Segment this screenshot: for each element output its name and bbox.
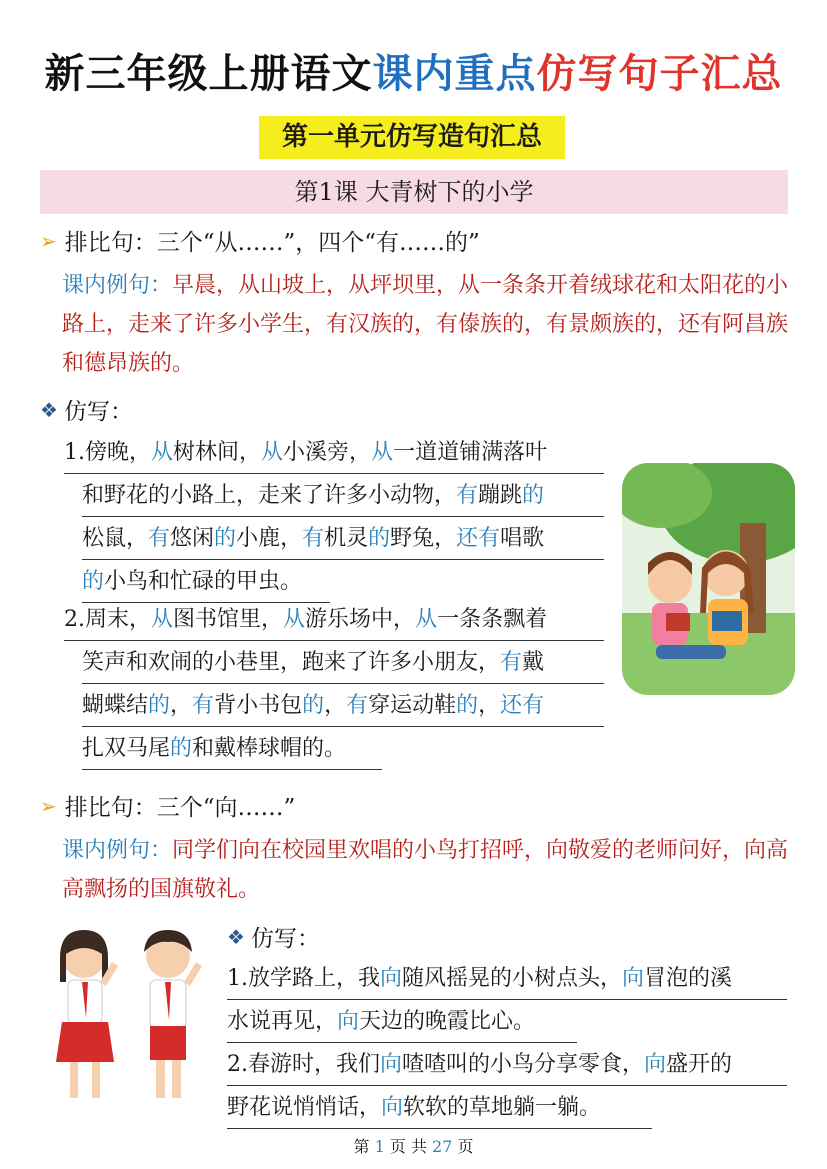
- footer-page-number: 1: [374, 1137, 385, 1156]
- imitation-4-line-2: 野花说悄悄话，向软软的草地躺一躺。: [227, 1091, 652, 1129]
- lesson-title: 第1课 大青树下的小学: [40, 170, 788, 214]
- arrow-bullet-icon: ➢: [40, 228, 57, 253]
- imitation-1-line-4: 的小鸟和忙碌的甲虫。: [82, 565, 330, 603]
- imitation-2-line-3: 蝴蝶结的，有背小书包的，有穿运动鞋的，还有: [82, 689, 604, 727]
- imitation-1-line-3: 松鼠，有悠闲的小鹿，有机灵的野兔，还有唱歌: [82, 522, 604, 560]
- diamond-bullet-icon: ❖: [40, 397, 58, 422]
- example-text: 早晨，从山坡上，从坪坝里，从一条条开着绒球花和太阳花的小路上，走来了许多小学生，有汉族的，有傣族的，有景颇族的，还有阿昌族和德昂族的。: [62, 273, 789, 376]
- imitation-2-line-2: 笑声和欢闹的小巷里，跑来了许多小朋友，有戴: [82, 646, 604, 684]
- imitation-2-line-4: 扎双马尾的和戴棒球帽的。: [82, 732, 382, 770]
- footer-post: 页: [457, 1137, 474, 1156]
- pattern-heading-2: [40, 789, 295, 822]
- pattern-heading-text: 排比句：三个“从……”，四个“有……的”: [64, 230, 480, 256]
- imitation-3-line-2: 水说再见，向天边的晚霞比心。: [227, 1005, 577, 1043]
- title-part-2: 课内重点: [372, 51, 537, 97]
- pattern-heading-1: [40, 224, 480, 257]
- footer-pre: 第: [353, 1137, 370, 1156]
- imitation-4-line-1: 2.春游时，我们向喳喳叫的小鸟分享零食，向盛开的: [227, 1048, 787, 1086]
- fangxie-label: 仿写：: [250, 926, 320, 952]
- diamond-bullet-icon: ❖: [227, 924, 245, 949]
- page-title: [0, 42, 827, 99]
- title-part-1: 新三年级上册语文: [44, 51, 373, 97]
- fangxie-label: 仿写：: [63, 399, 133, 425]
- fangxie-heading-1: [40, 393, 133, 426]
- footer-mid: 页 共: [389, 1137, 427, 1156]
- imitation-1-line-1: 1.傍晚，从树林间，从小溪旁，从一道道铺满落叶: [64, 436, 604, 474]
- reading-children-illustration: [622, 463, 795, 695]
- page-footer: [0, 1134, 827, 1157]
- unit-title: 第一单元仿写造句汇总: [259, 116, 565, 159]
- example-label: 课内例句：: [62, 273, 173, 298]
- example-text: 同学们向在校园里欢唱的小鸟打招呼，向敬爱的老师问好，向高高飘扬的国旗敬礼。: [62, 838, 789, 902]
- example-sentence-2: [62, 831, 792, 909]
- footer-total-pages: 27: [432, 1137, 453, 1156]
- example-sentence-1: [62, 266, 792, 383]
- pattern-heading-text: 排比句：三个“向……”: [64, 795, 296, 821]
- arrow-bullet-icon: ➢: [40, 793, 57, 818]
- fangxie-heading-2: [227, 920, 320, 953]
- title-part-3: 仿写句子汇总: [536, 51, 783, 97]
- imitation-2-line-1: 2.周末，从图书馆里，从游乐场中，从一条条飘着: [64, 603, 604, 641]
- imitation-1-line-2: 和野花的小路上，走来了许多小动物，有蹦跳的: [82, 479, 604, 517]
- imitation-3-line-1: 1.放学路上，我向随风摇晃的小树点头，向冒泡的溪: [227, 962, 787, 1000]
- example-label: 课内例句：: [62, 838, 173, 863]
- saluting-students-illustration: [40, 922, 215, 1112]
